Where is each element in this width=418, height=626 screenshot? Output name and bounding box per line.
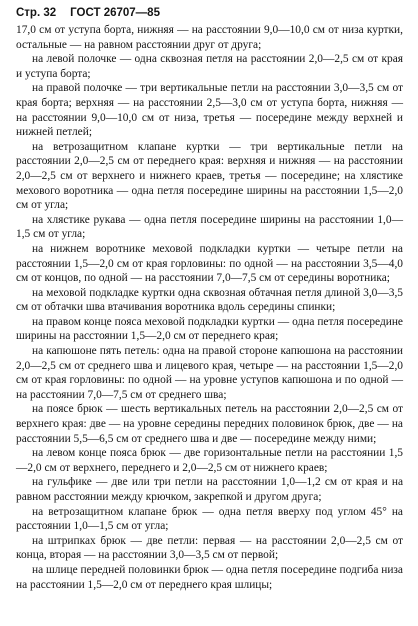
paragraph: на штрипках брюк — две петли: первая — на расстоянии 2,0—2,5 см от конца, вторая — на расстоянии 3,0—3,5 см от первой;	[16, 534, 403, 562]
paragraph: на капюшоне пять петель: одна на правой стороне капюшона на расстоянии 2,0—2,5 см от среднего шва и лицевого края, четыре — на расстоянии 1,5—2,0 см от края горловины: по одной — на уровне уступов капюшона и по одной — на расстоянии 7,0—7,5 см от среднего шва;	[16, 345, 403, 401]
page-header	[16, 5, 403, 21]
standard-code: ГОСТ 26707—85	[70, 7, 160, 19]
paragraph: 17,0 см от уступа борта, нижняя — на расстоянии 9,0—10,0 см от низа куртки, остальные — на равном расстоянии друг от друга;	[16, 24, 403, 51]
paragraph: на нижнем воротнике меховой подкладки куртки — четыре петли на расстоянии 1,5—2,0 см от края горловины: по одной — на расстоянии 3,5—4,0 см от концов, по одной — на расстоянии 7,0—7,5 см от середины воротника;	[16, 242, 403, 285]
paragraph: на левом конце пояса брюк — две горизонтальные петли на расстоянии 1,5—2,0 см от верхнего, переднего и 2,0—2,5 см от нижнего краев;	[16, 447, 403, 474]
paragraph: на хлястике рукава — одна петля посередине ширины на расстоянии 1,0—1,5 см от угла;	[16, 213, 403, 241]
paragraph: на меховой подкладке куртки одна сквозная обтачная петля длиной 3,0—3,5 см от обтачки шва втачивания воротника вдоль середины спинки;	[16, 286, 403, 314]
paragraph: на правом конце пояса меховой подкладки куртки — одна петля посередине ширины на расстоянии 1,5—2,0 см от переднего края;	[16, 315, 403, 343]
paragraph: на ветрозащитном клапане куртки — три вертикальные петли на расстоянии 2,0—2,5 см от переднего края: верхняя и нижняя — на расстоянии 2,0—2,5 см от верхнего и нижнего краев, третья — посередине; на хлястике мехового воротника — одна петля посередине ширины на расстоянии 1,5—2,0 см от угла;	[16, 140, 403, 212]
paragraph: на шлице передней половинки брюк — одна петля посередине подгиба низа на расстоянии 1,5—2,0 см от переднего края шлицы;	[16, 563, 403, 591]
paragraph: на поясе брюк — шесть вертикальных петель на расстоянии 2,0—2,5 см от верхнего края: две — на уровне середины передних половинок брюк, две — на расстоянии 5,5—6,5 см от среднего шва и две — посередине между ними;	[16, 403, 403, 445]
paragraph: на ветрозащитном клапане брюк — одна петля вверху под углом 45° на расстоянии 1,0—1,5 см от угла;	[16, 505, 403, 533]
paragraph: на левой полочке — одна сквозная петля на расстоянии 2,0—2,5 см от края и уступа борта;	[16, 53, 403, 80]
paragraph: на правой полочке — три вертикальные петли на расстоянии 3,0—3,5 см от края борта; верхняя — на расстоянии 2,5—3,0 см от уступа борта, нижняя — на расстоянии 9,0—10,0 см от низа, третья — посередине между верхней и нижней петлей;	[16, 82, 403, 139]
paragraph: на гульфике — две или три петли на расстоянии 1,0—1,2 см от края и на равном расстоянии между крючком, закрепкой и другом друга;	[16, 476, 403, 503]
document-body	[16, 23, 403, 592]
page-number: Стр. 32	[16, 7, 57, 19]
